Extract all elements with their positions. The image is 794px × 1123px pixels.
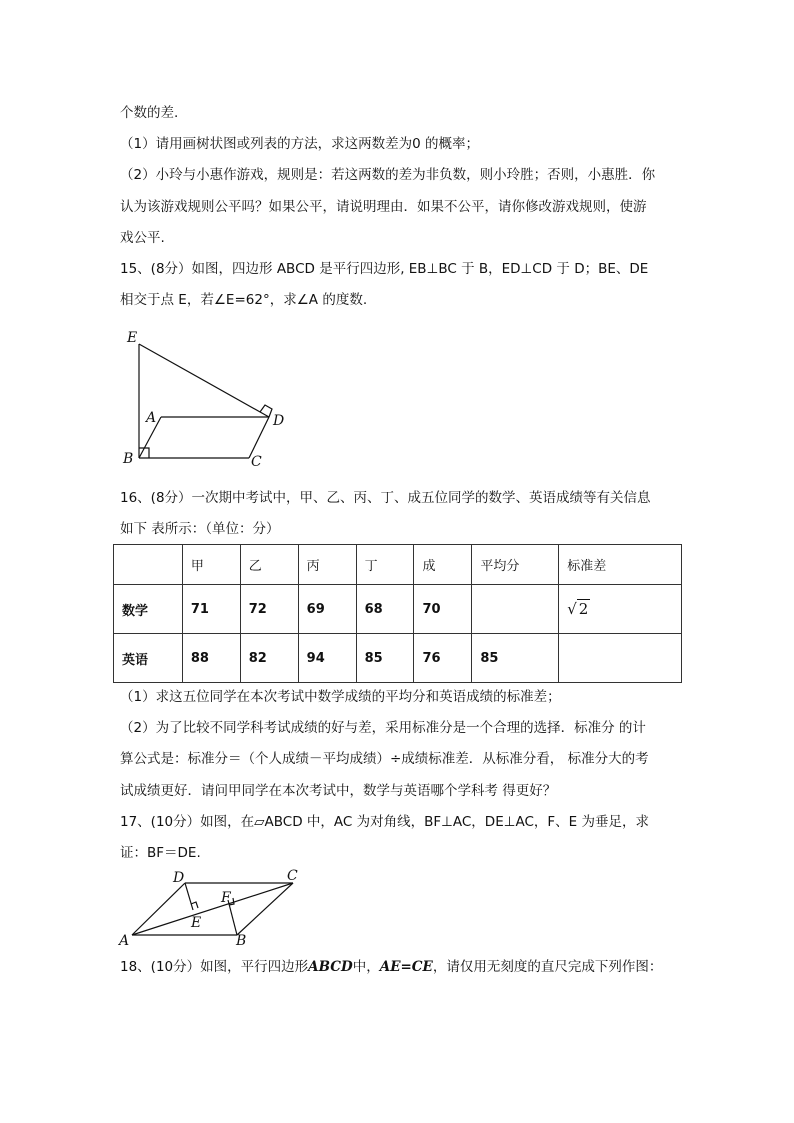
table-cell: 72: [240, 585, 298, 634]
table-header-row: [114, 545, 682, 585]
q18-line1: [120, 957, 662, 977]
label-E: E: [191, 915, 202, 931]
row-label-english: 英语: [114, 634, 183, 683]
q15-line2: 相交于点 E，若∠E=62°，求∠A 的度数.: [120, 292, 368, 308]
segment-AD: [132, 883, 185, 935]
q16-part2-line2: 算公式是：标准分＝（个人成绩－平均成绩）÷成绩标准差．从标准分看， 标准分大的考: [120, 751, 649, 767]
table-header-cell: [114, 545, 183, 585]
table-cell: 69: [298, 585, 356, 634]
q14-part2-line3: 戏公平.: [120, 230, 165, 246]
label-B: B: [236, 933, 247, 949]
row-label-math: 数学: [114, 585, 183, 634]
table-cell: 85: [356, 634, 414, 683]
sqrt-radicand: 2: [578, 600, 589, 618]
table-cell: 94: [298, 634, 356, 683]
q18-pre: 18、(10分）如图，平行四边形: [120, 959, 309, 975]
table-cell-english-avg: 85: [472, 634, 559, 683]
q14-part2-line2: 认为该游戏规则公平吗？如果公平，请说明理由．如果不公平，请你修改游戏规则，使游: [120, 199, 647, 215]
q17-line1: 17、(10分）如图，在▱ABCD 中，AC 为对角线，BF⊥AC，DE⊥AC，F、E 为垂足，求: [120, 814, 649, 830]
score-table: [113, 544, 682, 683]
q18-eq: AE=CE: [379, 959, 433, 975]
table-cell: 88: [182, 634, 240, 683]
table-cell: 71: [182, 585, 240, 634]
q14-part2-line1: （2）小玲与小惠作游戏，规则是：若这两数的差为非负数，则小玲胜；否则，小惠胜．你: [120, 167, 656, 183]
sqrt-expression: [567, 599, 590, 618]
table-cell: 68: [356, 585, 414, 634]
table-header-cell: 甲: [182, 545, 240, 585]
segment-AC: [132, 883, 293, 935]
sqrt-symbol: √: [567, 600, 577, 618]
table-cell-math-std: [559, 585, 682, 634]
q15-figure: [115, 322, 295, 472]
q18-abcd: ABCD: [308, 959, 353, 975]
label-E: E: [127, 330, 138, 346]
q17-line2: 证：BF＝DE.: [120, 845, 201, 861]
q16-line2: 如下 表所示：（单位：分）: [120, 521, 280, 537]
q16-line1: 16、(8分）一次期中考试中，甲、乙、丙、丁、成五位同学的数学、英语成绩等有关信息: [120, 490, 651, 506]
table-header-cell: 标准差: [559, 545, 682, 585]
label-D: D: [173, 870, 185, 886]
segment-DE: [185, 883, 193, 910]
table-cell-english-std: [559, 634, 682, 683]
label-C: C: [287, 868, 298, 884]
table-cell: 76: [414, 634, 472, 683]
table-cell: 70: [414, 585, 472, 634]
segment-ED: [139, 344, 269, 417]
q14-continuation: 个数的差.: [120, 105, 179, 121]
table-row-math: [114, 585, 682, 634]
q17-figure: [115, 866, 315, 950]
q15-line1: 15、(8分）如图，四边形 ABCD 是平行四边形, EB⊥BC 于 B，ED⊥CD 于 D；BE、DE: [120, 261, 649, 277]
table-cell-math-avg: [472, 585, 559, 634]
label-D: D: [273, 413, 285, 429]
q18-mid: 中，: [352, 959, 380, 975]
label-B: B: [123, 451, 134, 467]
q16-part2-line3: 试成绩更好．请问甲同学在本次考试中，数学与英语哪个学科考 得更好？: [120, 783, 557, 799]
segment-CD: [249, 417, 269, 458]
q18-post: ，请仅用无刻度的直尺完成下列作图：: [432, 959, 663, 975]
table-cell: 82: [240, 634, 298, 683]
label-F: F: [221, 890, 231, 906]
label-C: C: [251, 454, 262, 470]
q16-part1: （1）求这五位同学在本次考试中数学成绩的平均分和英语成绩的标准差；: [120, 689, 561, 705]
table-row-english: [114, 634, 682, 683]
label-A: A: [119, 933, 130, 949]
table-header-cell: 丙: [298, 545, 356, 585]
q14-part1: （1）请用画树状图或列表的方法，求这两数差为0 的概率；: [120, 136, 479, 152]
q16-part2-line1: （2）为了比较不同学科考试成绩的好与差，采用标准分是一个合理的选择．标准分 的计: [120, 720, 646, 736]
segment-BC: [237, 883, 293, 935]
table-header-cell: 成: [414, 545, 472, 585]
table-header-cell: 平均分: [472, 545, 559, 585]
table-header-cell: 丁: [356, 545, 414, 585]
label-A: A: [146, 410, 157, 426]
table-header-cell: 乙: [240, 545, 298, 585]
